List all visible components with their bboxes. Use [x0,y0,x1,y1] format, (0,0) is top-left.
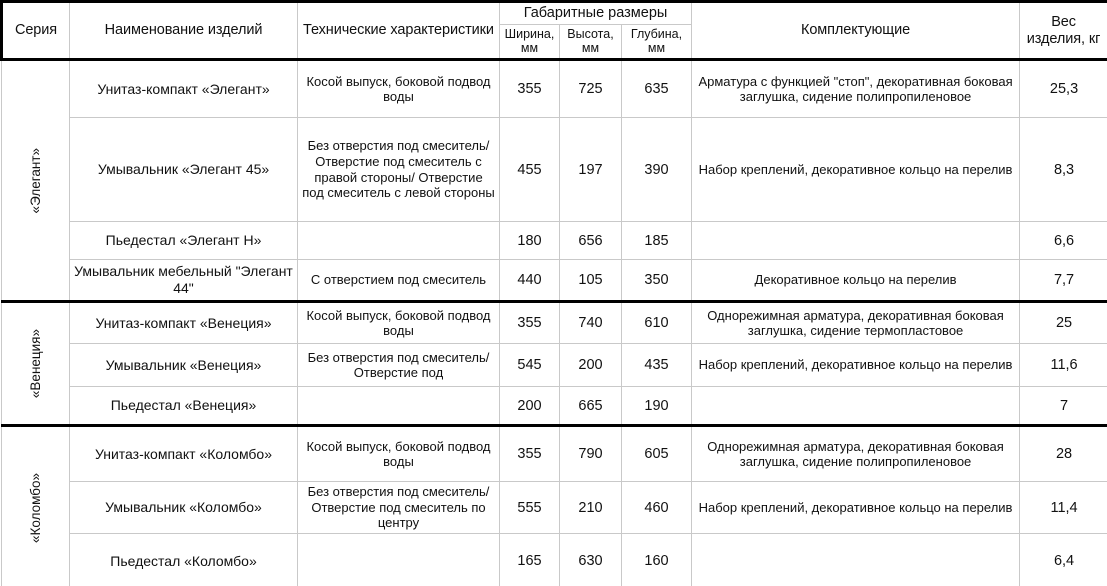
cell-depth: 190 [622,387,692,426]
table-row [2,533,1107,586]
header-depth: Глубина, мм [622,24,692,60]
cell-weight: 28 [1020,426,1107,482]
header-width: Ширина, мм [500,24,560,60]
cell-depth: 435 [622,344,692,387]
cell-components: Декоративное кольцо на перелив [692,260,1020,302]
table-row [2,302,1107,344]
cell-components: Набор креплений, декоративное кольцо на перелив [692,118,1020,222]
cell-weight: 25,3 [1020,60,1107,118]
cell-product-name: Пьедестал «Элегант Н» [70,222,298,260]
cell-product-name: Пьедестал «Коломбо» [70,533,298,586]
cell-product-name: Умывальник «Венеция» [70,344,298,387]
cell-components [692,387,1020,426]
cell-width: 440 [500,260,560,302]
header-height: Высота, мм [560,24,622,60]
series-label-cell [2,60,70,302]
cell-components: Однорежимная арматура, декоративная боковая заглушка, сидение термопластовое [692,302,1020,344]
cell-tech-characteristics: С отверстием под смеситель [298,260,500,302]
table-row [2,482,1107,534]
table-header [2,2,1107,60]
header-weight: Вес изделия, кг [1020,2,1107,60]
cell-depth: 610 [622,302,692,344]
cell-width: 165 [500,533,560,586]
cell-tech-characteristics: Без отверстия под смеситель/ Отверстие под [298,344,500,387]
cell-height: 665 [560,387,622,426]
table-row [2,260,1107,302]
cell-width: 180 [500,222,560,260]
cell-width: 200 [500,387,560,426]
cell-product-name: Умывальник мебельный "Элегант 44" [70,260,298,302]
cell-width: 455 [500,118,560,222]
cell-height: 630 [560,533,622,586]
cell-weight: 6,4 [1020,533,1107,586]
cell-width: 545 [500,344,560,387]
cell-height: 725 [560,60,622,118]
cell-weight: 7,7 [1020,260,1107,302]
series-label-text: «Элегант» [27,147,43,214]
cell-components: Арматура с функцией "стоп", декоративная боковая заглушка, сидение полипропиленовое [692,60,1020,118]
cell-product-name: Унитаз-компакт «Венеция» [70,302,298,344]
cell-weight: 6,6 [1020,222,1107,260]
cell-weight: 8,3 [1020,118,1107,222]
header-series: Серия [2,2,70,60]
cell-height: 105 [560,260,622,302]
cell-height: 656 [560,222,622,260]
header-row-top [2,2,1107,25]
table-body [2,60,1107,586]
cell-height: 790 [560,426,622,482]
series-label-text: «Венеция» [27,329,43,399]
header-parts: Комплектующие [692,2,1020,60]
cell-depth: 185 [622,222,692,260]
cell-depth: 460 [622,482,692,534]
cell-tech-characteristics: Косой выпуск, боковой подвод воды [298,60,500,118]
cell-product-name: Унитаз-компакт «Коломбо» [70,426,298,482]
cell-height: 210 [560,482,622,534]
cell-width: 355 [500,426,560,482]
cell-tech-characteristics: Косой выпуск, боковой подвод воды [298,426,500,482]
cell-tech-characteristics: Без отверстия под смеситель/ Отверстие под смеситель с правой стороны/ Отверстие под смеситель с левой стороны [298,118,500,222]
table-row [2,344,1107,387]
cell-depth: 390 [622,118,692,222]
cell-tech-characteristics [298,533,500,586]
header-tech: Технические характеристики [298,2,500,60]
table-row [2,60,1107,118]
cell-width: 555 [500,482,560,534]
cell-weight: 11,6 [1020,344,1107,387]
cell-product-name: Умывальник «Элегант 45» [70,118,298,222]
cell-depth: 160 [622,533,692,586]
cell-components: Набор креплений, декоративное кольцо на перелив [692,482,1020,534]
cell-height: 740 [560,302,622,344]
cell-tech-characteristics [298,222,500,260]
cell-height: 197 [560,118,622,222]
table-row [2,222,1107,260]
table-row [2,387,1107,426]
cell-tech-characteristics: Без отверстия под смеситель/ Отверстие под смеситель по центру [298,482,500,534]
cell-width: 355 [500,60,560,118]
cell-product-name: Унитаз-компакт «Элегант» [70,60,298,118]
cell-components [692,533,1020,586]
cell-depth: 635 [622,60,692,118]
cell-height: 200 [560,344,622,387]
cell-product-name: Умывальник «Коломбо» [70,482,298,534]
header-name: Наименование изделий [70,2,298,60]
table-row [2,426,1107,482]
cell-weight: 25 [1020,302,1107,344]
cell-components [692,222,1020,260]
cell-tech-characteristics [298,387,500,426]
cell-components: Однорежимная арматура, декоративная боковая заглушка, сидение полипропиленовое [692,426,1020,482]
cell-width: 355 [500,302,560,344]
cell-weight: 7 [1020,387,1107,426]
cell-tech-characteristics: Косой выпуск, боковой подвод воды [298,302,500,344]
table-row [2,118,1107,222]
cell-depth: 605 [622,426,692,482]
series-label-cell [2,426,70,586]
cell-product-name: Пьедестал «Венеция» [70,387,298,426]
cell-weight: 11,4 [1020,482,1107,534]
header-dimensions-group: Габаритные размеры [500,2,692,25]
cell-components: Набор креплений, декоративное кольцо на перелив [692,344,1020,387]
series-label-text: «Коломбо» [27,473,43,544]
series-label-cell [2,302,70,426]
cell-depth: 350 [622,260,692,302]
